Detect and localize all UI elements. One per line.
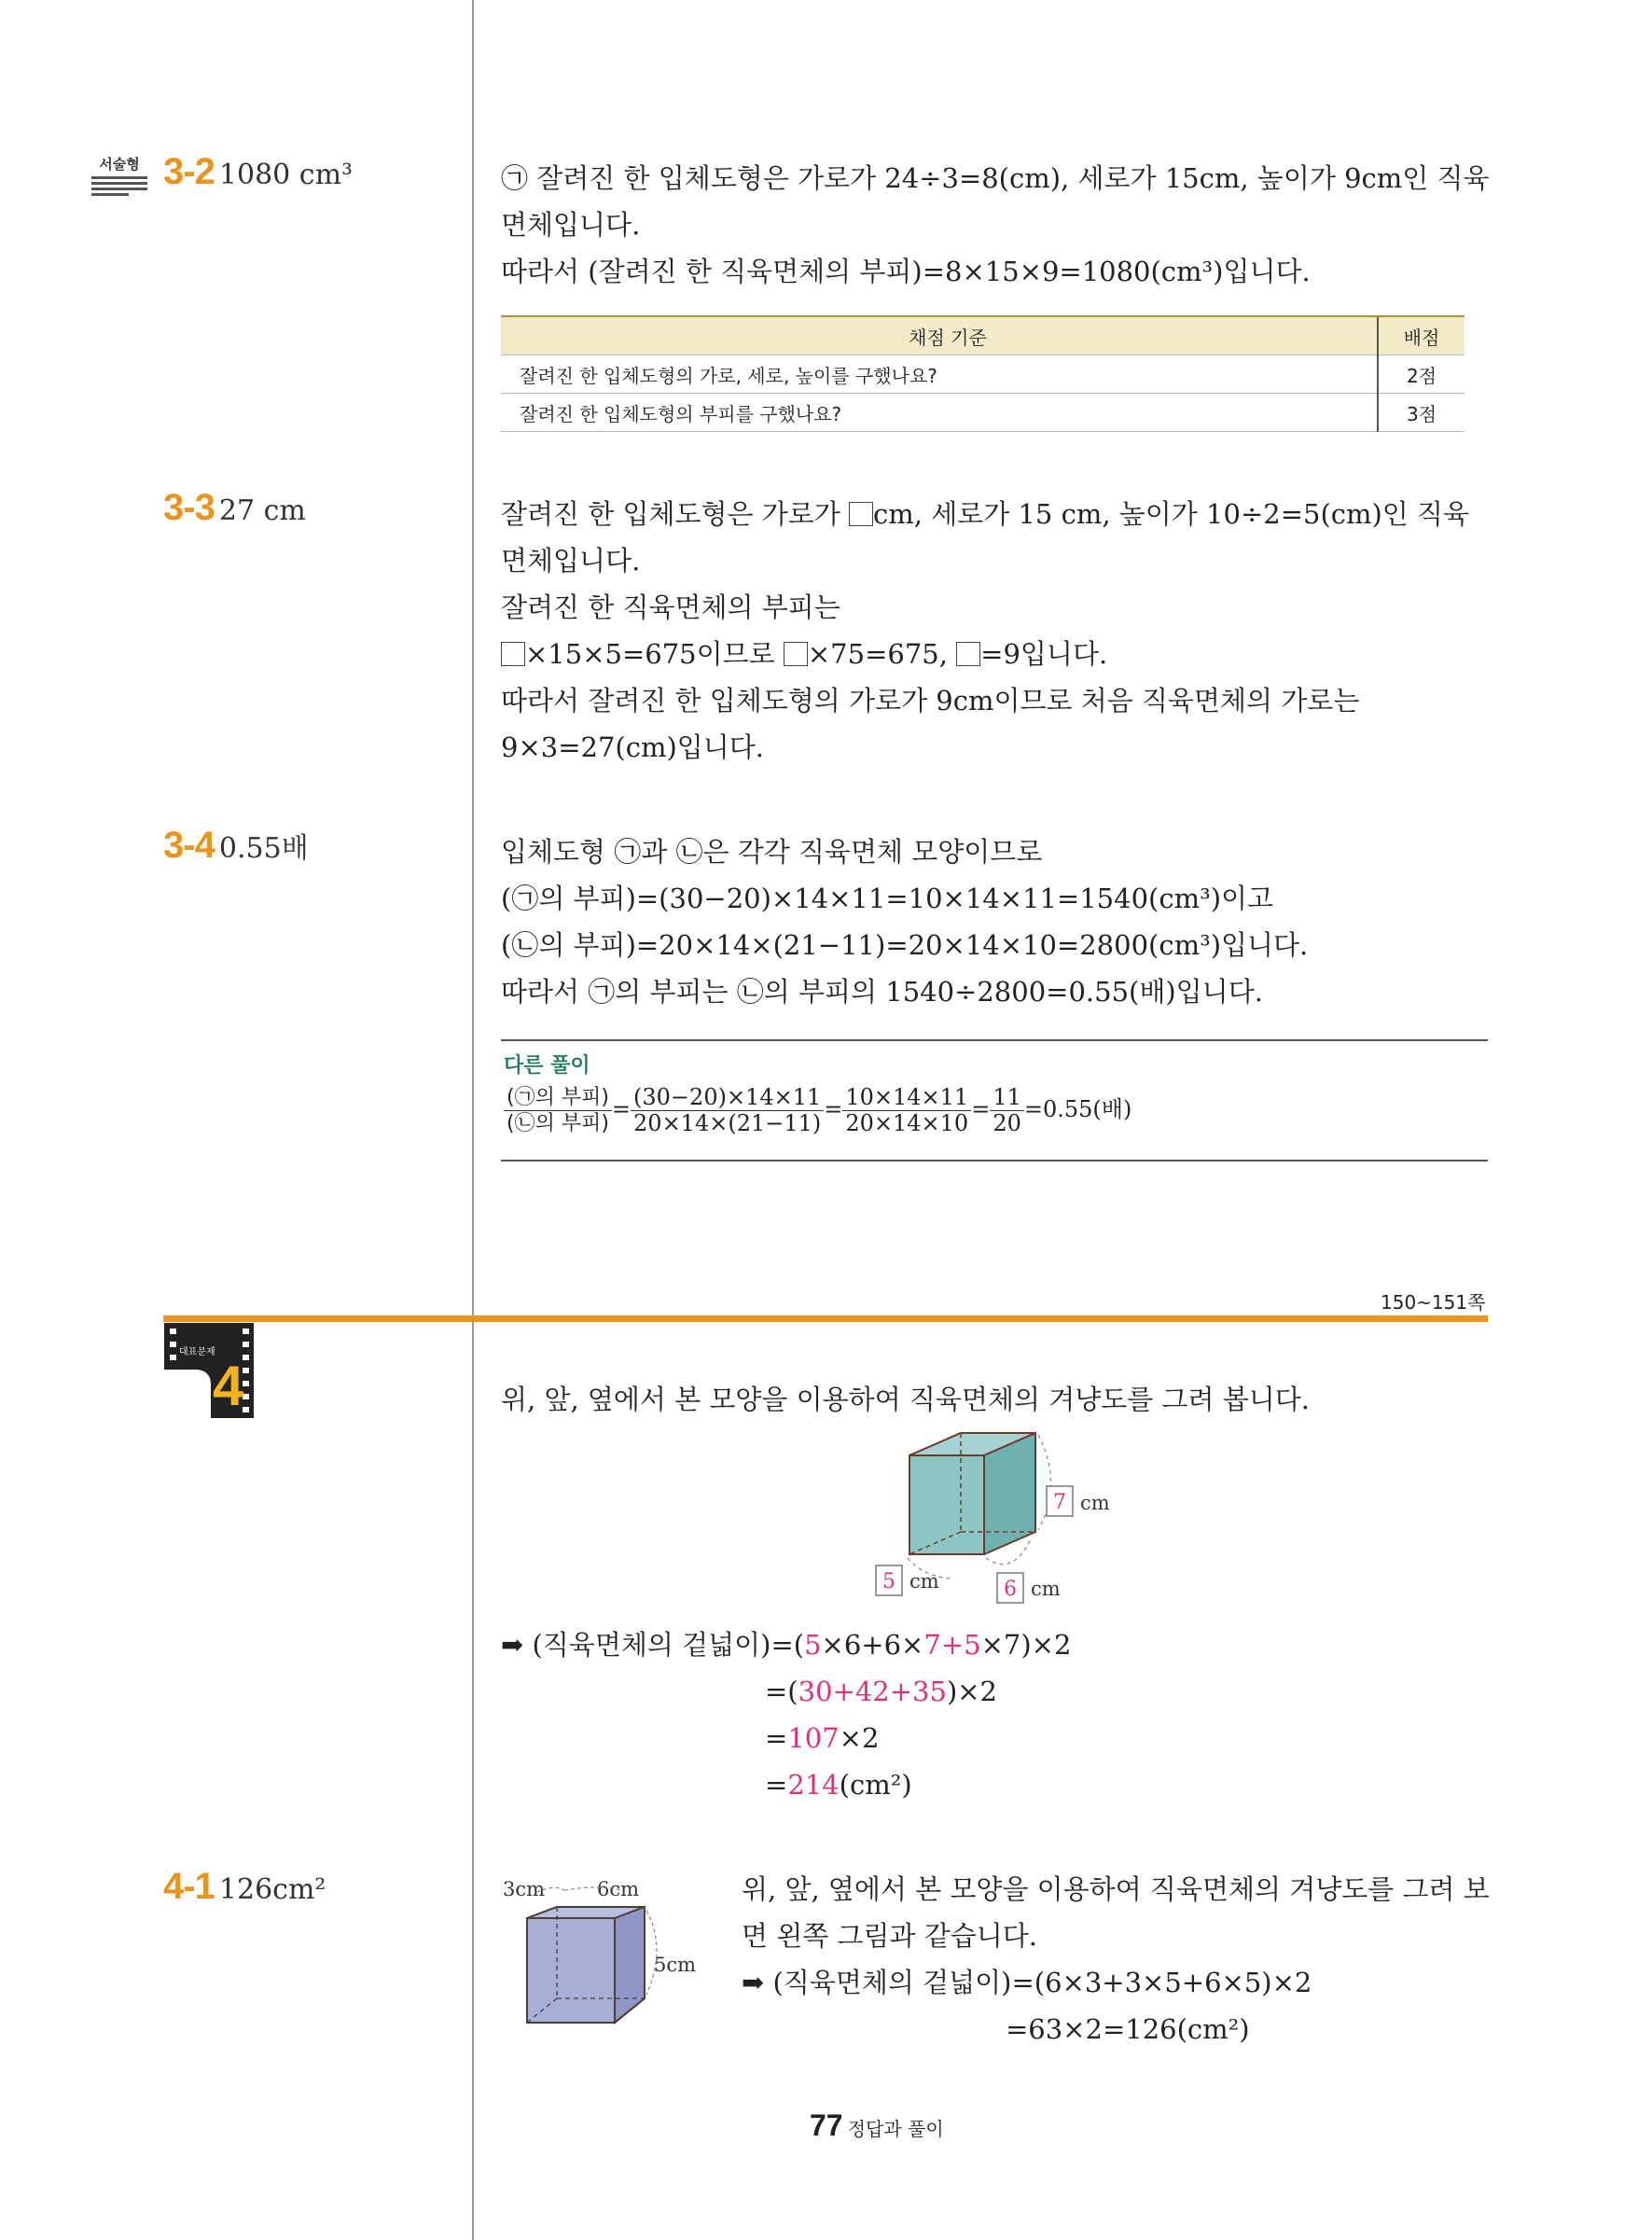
problem-number: 3-3 bbox=[163, 487, 215, 528]
height-value: 7 bbox=[1053, 1491, 1066, 1514]
solution-line: ×15×5=675이므로 ×75=675, =9입니다. bbox=[501, 631, 1469, 677]
problem-3-2-header bbox=[163, 151, 353, 193]
cuboid-figure bbox=[872, 1427, 1124, 1614]
rubric-table bbox=[501, 315, 1465, 432]
alt-solution-formula: $\frac{\text{(㉠의 부피)}}{\text{(㉡의 부피)}}$ = $\frac{(30-20)\times 14\times 11}{20\times 14\times(21-11)}$ = $\frac{10\times 14\times 11}{20\times 14\times 10}$ = $\frac{11}{20}$ =0.55(배) bbox=[504, 1085, 1131, 1136]
solution-line: 면 왼쪽 그림과 같습니다. bbox=[742, 1920, 1038, 1952]
blank-box bbox=[501, 642, 525, 666]
answer: 27 cm bbox=[218, 494, 306, 527]
center-divider bbox=[472, 0, 474, 2240]
solution-line: 위, 앞, 옆에서 본 모양을 이용하여 직육면체의 겨냥도를 그려 보 bbox=[742, 1873, 1490, 1905]
solution-line: 따라서 ㉠의 부피는 ㉡의 부피의 1540÷2800=0.55(배)입니다. bbox=[501, 976, 1263, 1008]
solution-line: =63×2=126(cm²) bbox=[1006, 2013, 1250, 2045]
problem-number: 4-1 bbox=[163, 1866, 215, 1907]
page-number: 77 bbox=[810, 2108, 843, 2142]
answer: 0.55배 bbox=[218, 832, 309, 865]
surface-area-calc-line: =107×2 bbox=[765, 1722, 880, 1754]
solution-line: 잘려진 한 입체도형은 가로가 cm, 세로가 15 cm, 높이가 10÷2=5(cm)인 직육 bbox=[501, 498, 1470, 530]
badge-label: 대표문제 bbox=[179, 1347, 215, 1357]
blank-box bbox=[849, 502, 873, 526]
solution-line: ㉠ 잘려진 한 입체도형은 가로가 24÷3=8(cm), 세로가 15cm, 높이가 9cm인 직육 bbox=[501, 162, 1490, 194]
solution-line: (㉠의 부피)=(30−20)×14×11=10×14×11=1540(cm³)이고 bbox=[501, 883, 1274, 914]
width-unit: cm bbox=[1031, 1578, 1061, 1600]
answer: 1080 cm³ bbox=[218, 159, 354, 191]
solution-line: 따라서 (잘려진 한 직육면체의 부피)=8×15×9=1080(cm³)입니다. bbox=[501, 256, 1311, 287]
essay-tag-label: 서술형 bbox=[99, 157, 140, 173]
surface-area-calc-line: =214(cm²) bbox=[765, 1769, 912, 1801]
solution-line: 면체입니다. bbox=[501, 209, 641, 241]
width-value: 6 bbox=[1004, 1578, 1017, 1601]
problem-3-2-solution bbox=[501, 155, 1490, 295]
problem-4-1-solution bbox=[742, 1866, 1490, 2052]
height-unit: cm bbox=[1080, 1492, 1110, 1514]
solution-line: 9×3=27(cm)입니다. bbox=[501, 731, 765, 763]
rubric-score: 3점 bbox=[1378, 394, 1465, 432]
solution-line: 따라서 잘려진 한 입체도형의 가로가 9cm이므로 처음 직육면체의 가로는 bbox=[501, 685, 1360, 717]
solution-line: 잘려진 한 직육면체의 부피는 bbox=[501, 591, 840, 623]
solution-line: 입체도형 ㉠과 ㉡은 각각 직육면체 모양이므로 bbox=[501, 836, 1043, 868]
badge-number: 4 bbox=[213, 1355, 244, 1417]
height-label: 5cm bbox=[654, 1954, 697, 1976]
solution-line: 면체입니다. bbox=[501, 545, 641, 577]
rubric-score: 2점 bbox=[1378, 355, 1465, 394]
representative-problem-badge bbox=[164, 1323, 254, 1418]
depth-value: 5 bbox=[882, 1570, 895, 1593]
rubric-criterion: 잘려진 한 입체도형의 가로, 세로, 높이를 구했나요? bbox=[501, 355, 1378, 394]
answer: 126cm² bbox=[218, 1873, 326, 1906]
width-label: 6cm bbox=[597, 1878, 640, 1900]
page-footer bbox=[810, 2108, 944, 2143]
surface-area-calc-line: ➡ (직육면체의 겉넓이)=(5×6+6×7+5×7)×2 bbox=[501, 1629, 1072, 1661]
solution-line: ➡ (직육면체의 겉넓이)=(6×3+3×5+6×5)×2 bbox=[742, 1967, 1312, 1998]
section-intro: 위, 앞, 옆에서 본 모양을 이용하여 직육면체의 겨냥도를 그려 봅니다. bbox=[501, 1384, 1310, 1415]
rubric-header-criteria: 채점 기준 bbox=[501, 316, 1378, 355]
problem-number: 3-4 bbox=[163, 825, 215, 866]
alt-solution-title: 다른 풀이 bbox=[504, 1054, 590, 1078]
essay-tag bbox=[91, 154, 147, 196]
rubric-criterion: 잘려진 한 입체도형의 부피를 구했나요? bbox=[501, 394, 1378, 432]
page-range: 150~151쪽 bbox=[1381, 1291, 1486, 1314]
problem-4-1-header bbox=[163, 1866, 326, 1908]
surface-area-calc-line: =(30+42+35)×2 bbox=[765, 1676, 998, 1707]
problem-3-3-header bbox=[163, 487, 306, 529]
problem-3-4-header bbox=[163, 825, 309, 867]
problem-number: 3-2 bbox=[163, 151, 215, 192]
blank-box bbox=[956, 642, 980, 666]
page-footer-label: 정답과 풀이 bbox=[847, 2118, 944, 2140]
section-divider bbox=[163, 1315, 1488, 1322]
blank-box bbox=[784, 642, 808, 666]
depth-label: 3cm bbox=[503, 1878, 546, 1900]
depth-unit: cm bbox=[909, 1570, 939, 1593]
solution-line: (㉡의 부피)=20×14×(21−11)=20×14×10=2800(cm³)입니다. bbox=[501, 929, 1309, 961]
problem-3-3-solution bbox=[501, 491, 1469, 771]
rubric-header-score: 배점 bbox=[1378, 316, 1465, 355]
problem-3-4-solution bbox=[501, 828, 1308, 1015]
cuboid-figure-4-1 bbox=[499, 1873, 714, 2037]
